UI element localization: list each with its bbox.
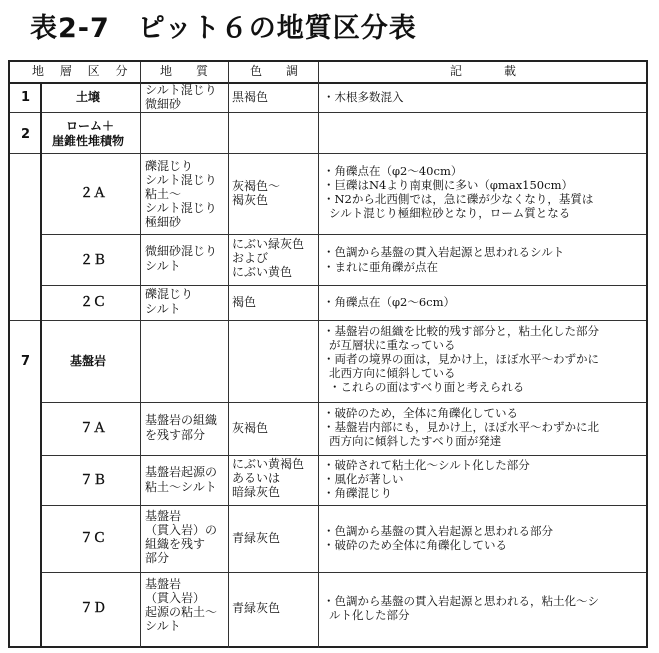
description-line: ・角礫点在（φ2～40cm） — [323, 164, 463, 178]
sublayer-code: ７Ｂ — [80, 473, 107, 488]
color-line: にぶい黄褐色 — [232, 457, 305, 471]
geology-line: シルト — [145, 259, 181, 273]
color-line: 褐色 — [232, 295, 257, 309]
layer-name: ローム＋ — [66, 119, 115, 133]
geology-line: 礫混じり — [145, 159, 194, 173]
description-line: ・巨礫はN4より南東側に多い（φmax150cm） — [323, 178, 573, 192]
description-line: ・まれに亜角礫が点在 — [323, 260, 438, 274]
geology-line: （貫入岩）の — [145, 523, 218, 537]
description-line: ・角礫混じり — [323, 486, 392, 500]
geology-line: 微細砂混じり — [145, 244, 218, 258]
description-line: ・色調から基盤の貫入岩起源と思われる，粘土化～シ — [323, 594, 599, 608]
geology-line: 微細砂 — [145, 97, 182, 111]
header-division: 地 層 区 分 — [32, 64, 134, 78]
layer-number: 7 — [21, 354, 31, 369]
geology-line: シルト — [145, 619, 181, 633]
layer-number: 1 — [21, 90, 31, 105]
geology-line: 基盤岩 — [145, 509, 182, 523]
color-line: および — [232, 251, 269, 265]
color-line: 黒褐色 — [232, 90, 269, 104]
color-line: にぶい黄色 — [232, 265, 293, 279]
sublayer-code: ７Ｄ — [80, 601, 107, 616]
geology-line: （貫入岩） — [145, 591, 206, 605]
description-line: ・色調から基盤の貫入岩起源と思われる部分 — [323, 524, 553, 538]
layer-name: 基盤岩 — [70, 354, 107, 368]
description-line: シルト混じり極細粒砂となり，ローム質となる — [329, 206, 571, 220]
layer-name: 土壌 — [76, 90, 101, 104]
layer-number: 2 — [21, 127, 31, 142]
description-line: ・角礫点在（φ2～6cm） — [323, 295, 456, 309]
color-line: 灰褐色 — [232, 421, 269, 435]
geology-line: 基盤岩の組織 — [145, 413, 218, 427]
description-line: が互層状に重なっている — [329, 338, 456, 352]
description-line: ・これらの面はすべり面と考えられる — [329, 380, 525, 394]
table-title: 表2-7 ピット６の地質区分表 — [30, 13, 417, 44]
color-line: あるいは — [232, 471, 281, 485]
description-line: ・破砕のため全体に角礫化している — [323, 538, 507, 552]
header-description: 記 載 — [450, 64, 523, 78]
geology-table — [8, 60, 648, 648]
geology-line: 礫混じり — [145, 287, 194, 301]
description-line: ・破砕されて粘土化～シルト化した部分 — [323, 458, 530, 472]
layer-name: 崖錐性堆積物 — [52, 134, 125, 148]
geology-line: 極細砂 — [145, 215, 182, 229]
sublayer-code: ２Ａ — [80, 186, 107, 201]
header-color: 色 調 — [250, 64, 305, 78]
color-line: にぶい緑灰色 — [232, 237, 305, 251]
geology-line: 組織を残す — [145, 537, 206, 551]
description-line: ・色調から基盤の貫入岩起源と思われるシルト — [323, 245, 565, 259]
geology-line: 基盤岩 — [145, 577, 182, 591]
geology-line: シルト — [145, 302, 181, 316]
geology-line: シルト混じり — [145, 201, 217, 215]
description-line: ・基盤岩の組織を比較的残す部分と，粘土化した部分 — [323, 324, 599, 338]
color-line: 灰褐色～ — [232, 179, 281, 193]
description-line: ・基盤岩内部にも，見かけ上，ほぼ水平～わずかに北 — [323, 420, 599, 434]
sublayer-code: ７Ａ — [80, 421, 107, 436]
geology-line: を残す部分 — [145, 428, 206, 442]
color-line: 暗緑灰色 — [232, 485, 281, 499]
geology-line: 基盤岩起源の — [145, 465, 218, 479]
header-geology: 地 質 — [160, 64, 215, 78]
description-line: ルト化した部分 — [329, 608, 410, 622]
description-line: ・N2から北西側では，急に礫が少なくなり，基質は — [323, 192, 594, 206]
geology-line: 粘土～シルト — [145, 480, 217, 494]
sublayer-code: ２Ｂ — [80, 253, 107, 268]
color-line: 青緑灰色 — [232, 601, 281, 615]
description-line: 西方向に傾斜したすべり面が発達 — [329, 434, 502, 448]
color-line: 青緑灰色 — [232, 531, 281, 545]
sublayer-code: ７Ｃ — [80, 531, 107, 546]
description-line: ・木根多数混入 — [323, 90, 404, 104]
description-line: ・両者の境界の面は，見かけ上，ほぼ水平～わずかに — [323, 352, 599, 366]
geology-line: シルト混じり — [145, 83, 217, 97]
geology-line: 粘土～ — [145, 187, 182, 201]
description-line: ・破砕のため，全体に角礫化している — [323, 406, 519, 420]
description-line: 北西方向に傾斜している — [329, 366, 456, 380]
geology-line: シルト混じり — [145, 173, 217, 187]
geology-line: 起源の粘土～ — [145, 605, 218, 619]
geology-line: 部分 — [145, 551, 170, 565]
description-line: ・風化が著しい — [323, 472, 404, 486]
color-line: 褐灰色 — [232, 193, 269, 207]
sublayer-code: ２Ｃ — [80, 295, 107, 310]
